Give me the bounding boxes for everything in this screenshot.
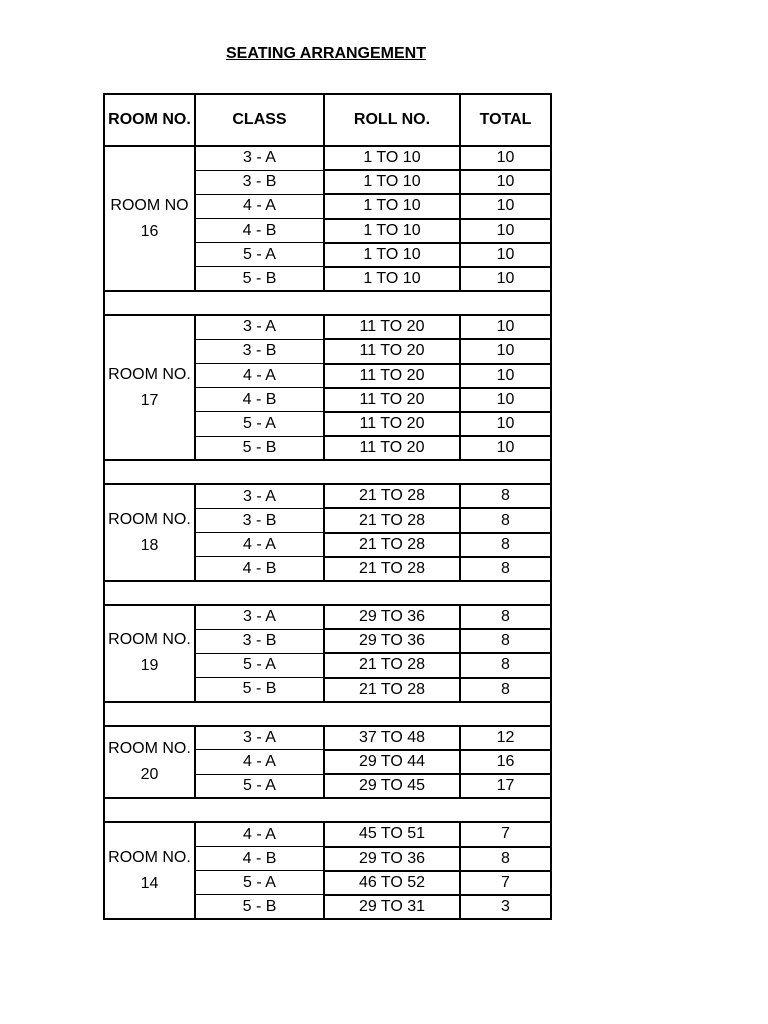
roll-cell: 21 TO 28 — [324, 484, 460, 508]
class-cell: 4 - A — [195, 750, 324, 774]
table-row — [104, 605, 551, 629]
roll-cell: 11 TO 20 — [324, 436, 460, 460]
total-cell: 10 — [460, 339, 551, 363]
roll-cell: 1 TO 10 — [324, 243, 460, 267]
table-row — [104, 822, 551, 846]
roll-cell: 45 TO 51 — [324, 822, 460, 846]
class-cell: 4 - A — [195, 822, 324, 846]
spacer-cell — [104, 460, 551, 484]
total-cell: 16 — [460, 750, 551, 774]
spacer-row — [104, 798, 551, 822]
total-cell: 7 — [460, 871, 551, 895]
total-cell: 8 — [460, 533, 551, 557]
room-name-cell: ROOM NO. 17 — [104, 315, 195, 460]
class-cell: 5 - B — [195, 678, 324, 702]
room-name-cell: ROOM NO 16 — [104, 146, 195, 291]
total-cell: 10 — [460, 146, 551, 170]
roll-cell: 11 TO 20 — [324, 315, 460, 339]
table-row — [104, 484, 551, 508]
class-cell: 3 - A — [195, 484, 324, 508]
roll-cell: 1 TO 10 — [324, 146, 460, 170]
class-cell: 3 - B — [195, 629, 324, 653]
roll-cell: 11 TO 20 — [324, 364, 460, 388]
spacer-cell — [104, 291, 551, 315]
table-body — [104, 146, 551, 919]
table-row — [104, 726, 551, 750]
roll-cell: 29 TO 31 — [324, 895, 460, 919]
class-cell: 4 - B — [195, 219, 324, 243]
class-cell: 4 - B — [195, 388, 324, 412]
roll-cell: 11 TO 20 — [324, 412, 460, 436]
total-cell: 12 — [460, 726, 551, 750]
class-cell: 5 - A — [195, 653, 324, 677]
total-cell: 10 — [460, 412, 551, 436]
spacer-cell — [104, 702, 551, 726]
header-class: CLASS — [195, 94, 324, 146]
roll-cell: 21 TO 28 — [324, 508, 460, 532]
header-room: ROOM NO. — [104, 94, 195, 146]
roll-cell: 21 TO 28 — [324, 533, 460, 557]
total-cell: 8 — [460, 653, 551, 677]
room-name-cell: ROOM NO. 19 — [104, 605, 195, 702]
total-cell: 10 — [460, 267, 551, 291]
spacer-row — [104, 581, 551, 605]
class-cell: 5 - B — [195, 895, 324, 919]
class-cell: 3 - A — [195, 605, 324, 629]
total-cell: 3 — [460, 895, 551, 919]
spacer-cell — [104, 581, 551, 605]
class-cell: 5 - A — [195, 871, 324, 895]
roll-cell: 1 TO 10 — [324, 219, 460, 243]
class-cell: 5 - B — [195, 436, 324, 460]
room-name-cell: ROOM NO. 18 — [104, 484, 195, 581]
total-cell: 10 — [460, 364, 551, 388]
room-name-cell: ROOM NO. 20 — [104, 726, 195, 799]
total-cell: 8 — [460, 508, 551, 532]
roll-cell: 1 TO 10 — [324, 267, 460, 291]
spacer-row — [104, 460, 551, 484]
total-cell: 10 — [460, 170, 551, 194]
class-cell: 5 - A — [195, 774, 324, 798]
roll-cell: 11 TO 20 — [324, 388, 460, 412]
roll-cell: 11 TO 20 — [324, 339, 460, 363]
roll-cell: 21 TO 28 — [324, 678, 460, 702]
class-cell: 5 - A — [195, 412, 324, 436]
total-cell: 17 — [460, 774, 551, 798]
total-cell: 7 — [460, 822, 551, 846]
total-cell: 10 — [460, 315, 551, 339]
class-cell: 3 - A — [195, 726, 324, 750]
room-name-cell: ROOM NO. 14 — [104, 822, 195, 919]
roll-cell: 21 TO 28 — [324, 653, 460, 677]
roll-cell: 46 TO 52 — [324, 871, 460, 895]
seating-table — [103, 93, 552, 920]
class-cell: 4 - A — [195, 364, 324, 388]
header-roll: ROLL NO. — [324, 94, 460, 146]
total-cell: 8 — [460, 557, 551, 581]
spacer-cell — [104, 798, 551, 822]
table-row — [104, 315, 551, 339]
class-cell: 4 - A — [195, 194, 324, 218]
total-cell: 10 — [460, 219, 551, 243]
spacer-row — [104, 702, 551, 726]
total-cell: 8 — [460, 847, 551, 871]
class-cell: 3 - A — [195, 315, 324, 339]
header-total: TOTAL — [460, 94, 551, 146]
class-cell: 4 - B — [195, 847, 324, 871]
total-cell: 10 — [460, 194, 551, 218]
roll-cell: 1 TO 10 — [324, 194, 460, 218]
roll-cell: 21 TO 28 — [324, 557, 460, 581]
header-row — [104, 94, 551, 146]
total-cell: 8 — [460, 484, 551, 508]
total-cell: 8 — [460, 678, 551, 702]
class-cell: 5 - B — [195, 267, 324, 291]
table-row — [104, 146, 551, 170]
class-cell: 4 - A — [195, 533, 324, 557]
class-cell: 3 - A — [195, 146, 324, 170]
spacer-row — [104, 291, 551, 315]
class-cell: 3 - B — [195, 508, 324, 532]
class-cell: 3 - B — [195, 170, 324, 194]
roll-cell: 37 TO 48 — [324, 726, 460, 750]
roll-cell: 29 TO 36 — [324, 847, 460, 871]
class-cell: 5 - A — [195, 243, 324, 267]
roll-cell: 29 TO 44 — [324, 750, 460, 774]
total-cell: 10 — [460, 388, 551, 412]
class-cell: 3 - B — [195, 339, 324, 363]
page-title: SEATING ARRANGEMENT — [226, 45, 426, 62]
roll-cell: 29 TO 36 — [324, 629, 460, 653]
roll-cell: 29 TO 45 — [324, 774, 460, 798]
total-cell: 8 — [460, 629, 551, 653]
total-cell: 8 — [460, 605, 551, 629]
roll-cell: 1 TO 10 — [324, 170, 460, 194]
total-cell: 10 — [460, 436, 551, 460]
roll-cell: 29 TO 36 — [324, 605, 460, 629]
total-cell: 10 — [460, 243, 551, 267]
class-cell: 4 - B — [195, 557, 324, 581]
